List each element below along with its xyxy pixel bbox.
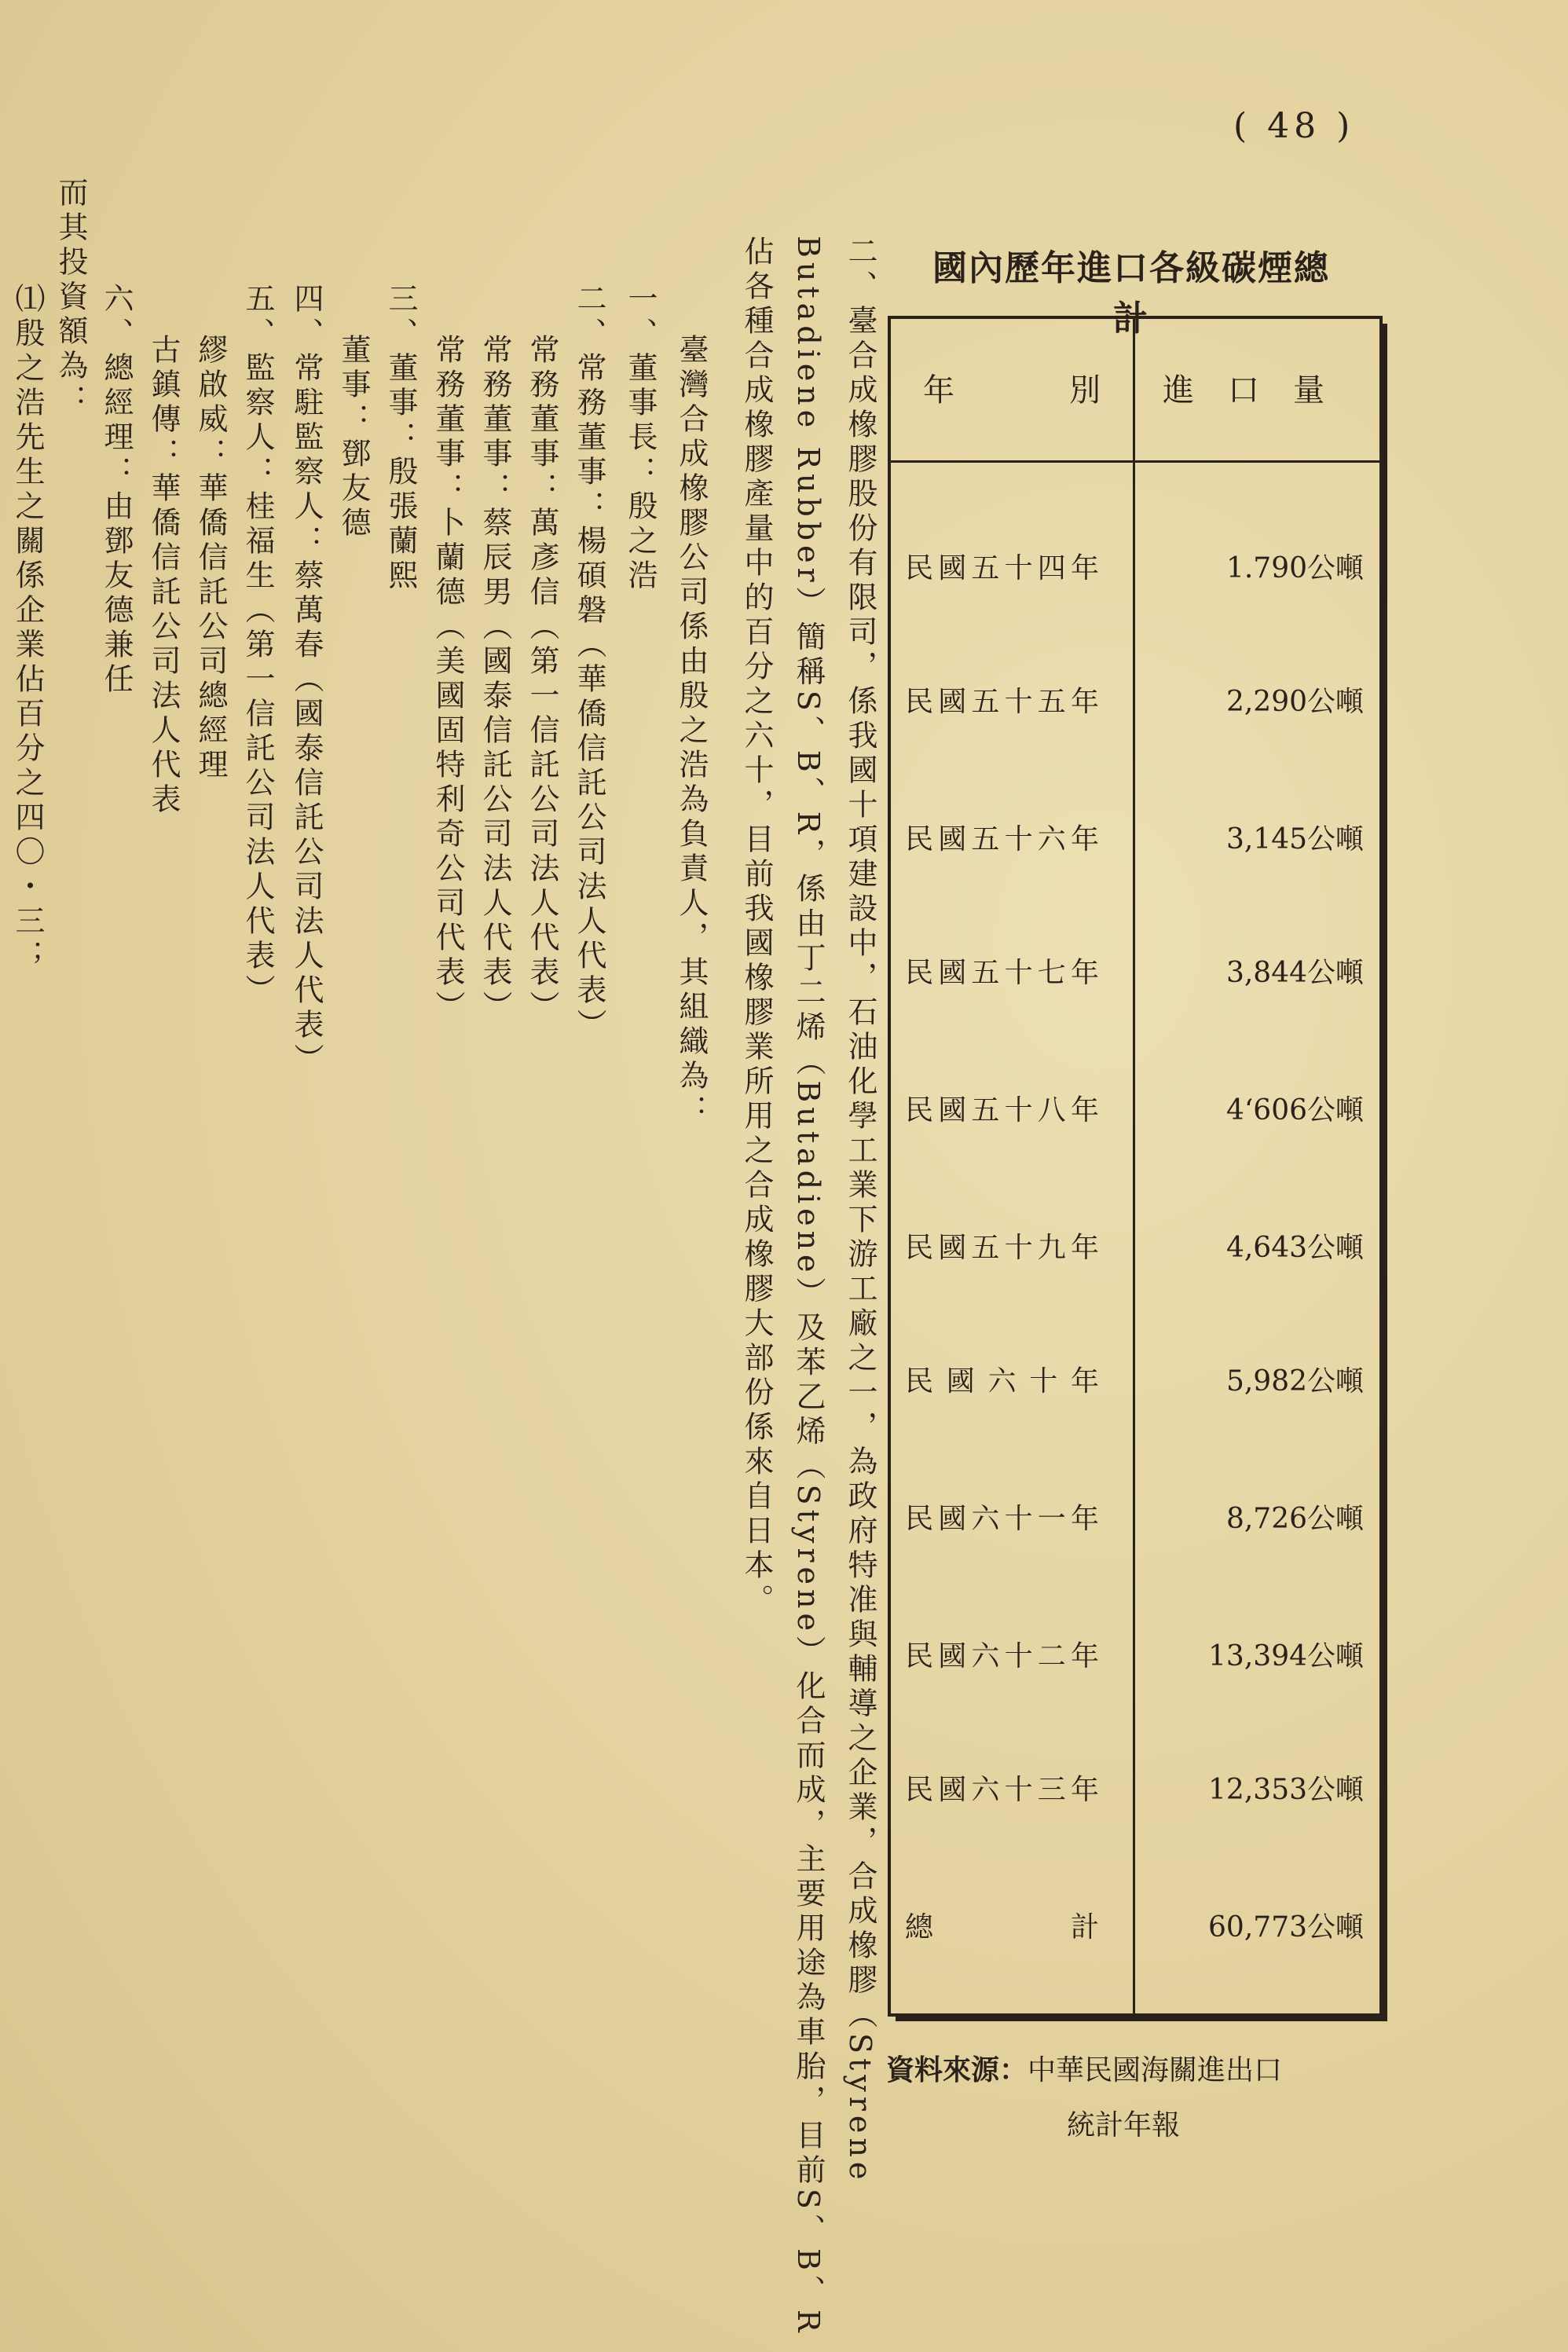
row-quantity: 4‘606公噸 (1225, 1094, 1364, 1127)
row-quantity: 13,394公噸 (1208, 1640, 1364, 1672)
paragraph-synthetic-rubber: 二、臺合成橡膠股份有限司，係我國十項建設中，石油化學工業下游工廠之一，為政府特准與輔導之企業，合成橡膠（Styrene Butadiene Rubber）簡稱S、B、R，係由丁二烯（Butadiene）及苯乙烯（Styrene）化合而成，主要用途為車胎，目前S、B、R佔各種合成橡膠產量中的百分之六十，目前我國橡膠業所用之合成橡膠大部份係來自日本。 (739, 236, 877, 2337)
row-quantity: 12,353公噸 (1208, 1774, 1364, 1806)
org-item: 常務董事：蔡辰男（國泰信託公司法人代表） (478, 334, 512, 1025)
org-item: 古鎮傳：華僑信託公司法人代表 (146, 334, 181, 818)
table-row (891, 951, 1379, 998)
table-header-year: 年 別 (923, 372, 1104, 408)
org-item: 繆啟威：華僑信託公司總經理 (193, 334, 228, 783)
row-year: 民 國 五 十 九 年 (905, 1232, 1101, 1264)
row-year: 民 國 六 十 一 年 (905, 1503, 1101, 1535)
page-number: ( 48 ) (1233, 106, 1355, 146)
row-year: 民 國 六 十 年 (905, 1365, 1101, 1398)
table-row (891, 1225, 1379, 1273)
table-row (891, 546, 1379, 593)
row-quantity: 2,290公噸 (1225, 686, 1364, 718)
row-year: 民 國 五 十 八 年 (905, 1094, 1101, 1127)
table-header-divider (891, 460, 1379, 463)
row-quantity: 1.790公噸 (1225, 552, 1364, 584)
row-quantity: 4,643公噸 (1225, 1232, 1364, 1264)
table-row (891, 1768, 1379, 1815)
row-quantity: 3,145公噸 (1225, 823, 1364, 855)
org-item: 六、總經理：由鄧友德兼任 (99, 283, 134, 698)
table-row (891, 817, 1379, 864)
row-year: 民 國 五 十 六 年 (905, 823, 1101, 855)
table-source (886, 2042, 1389, 2153)
table-row (891, 1905, 1379, 1952)
investment-intro: 而其投資額為： (53, 177, 88, 419)
table-row (891, 1497, 1379, 1544)
org-item: 四、常駐監察人：蔡萬春（國泰信託公司法人代表） (289, 283, 324, 1078)
row-year: 民 國 五 十 四 年 (905, 552, 1101, 584)
table-header-quantity: 進 口 量 (1163, 372, 1328, 408)
investment-item: ⑴殷之浩先生之關係企業佔百分之四〇・三； (10, 283, 45, 974)
table-row (891, 1088, 1379, 1135)
row-quantity: 5,982公噸 (1225, 1365, 1364, 1398)
row-quantity: 3,844公噸 (1225, 957, 1364, 989)
table-row (891, 680, 1379, 727)
org-item: 常務董事：萬彥信（第一信託公司法人代表） (525, 334, 559, 1025)
row-year: 總 計 (905, 1911, 1101, 1944)
row-quantity: 8,726公噸 (1225, 1503, 1364, 1535)
org-item: 二、常務董事：楊碩磐（華僑信託公司法人代表） (572, 283, 606, 1043)
row-year: 民 國 五 十 五 年 (905, 686, 1101, 718)
org-item: 五、監察人：桂福生（第一信託公司法人代表） (240, 283, 275, 1009)
row-quantity: 60,773公噸 (1208, 1911, 1364, 1944)
table-title: 國內歷年進口各級碳煙總計 (932, 248, 1330, 339)
row-year: 民 國 六 十 三 年 (905, 1774, 1101, 1806)
row-year: 民 國 五 十 七 年 (905, 957, 1101, 989)
source-label: 資料來源： (886, 2053, 1028, 2086)
table-row (891, 1634, 1379, 1681)
source-line-2: 統計年報 (1067, 2109, 1181, 2141)
org-item: 常務董事：卜蘭德（美國固特利奇公司代表） (430, 334, 465, 1025)
table-row (891, 1359, 1379, 1406)
org-item: 一、董事長：殷之浩 (623, 283, 658, 594)
row-year: 民 國 六 十 二 年 (905, 1640, 1101, 1672)
org-item: 董事：鄧友德 (336, 334, 371, 541)
org-item: 三、董事：殷張蘭熙 (383, 283, 418, 594)
org-intro: 臺灣合成橡膠公司係由殷之浩為負責人，其組織為： (674, 334, 709, 1129)
source-line-1: 中華民國海關進出口 (1028, 2054, 1283, 2086)
